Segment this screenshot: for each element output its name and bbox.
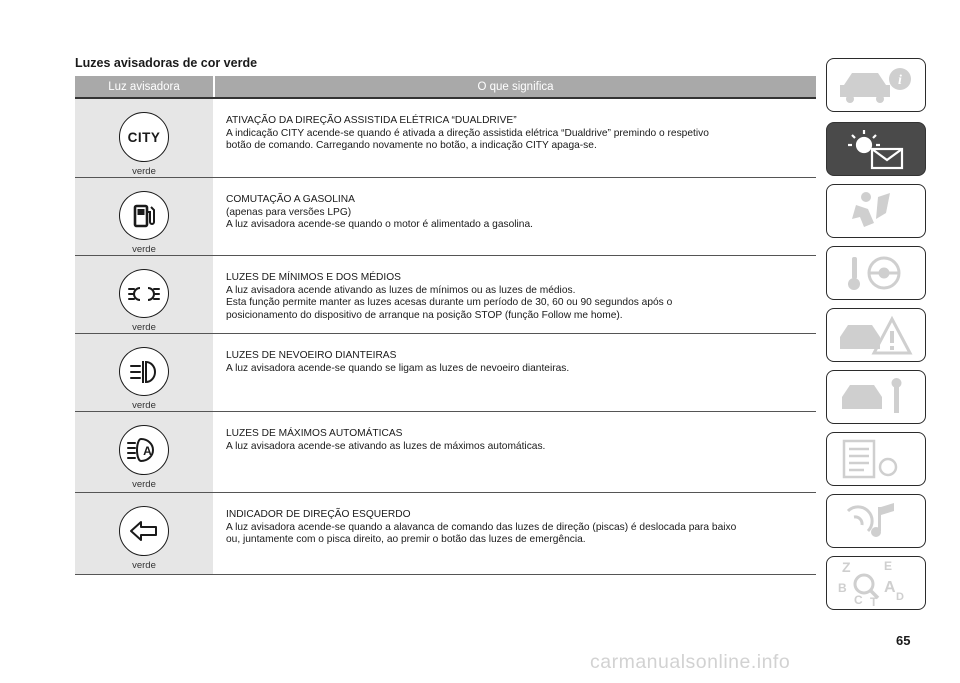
chapter-tab-technical-data[interactable] bbox=[826, 432, 926, 486]
table-header bbox=[75, 76, 816, 97]
city-icon-text: CITY bbox=[127, 129, 161, 145]
spec-list-gear-icon bbox=[834, 437, 918, 481]
description-cell bbox=[213, 493, 816, 574]
watermark: carmanualsonline.info bbox=[590, 651, 791, 673]
warning-lights-table bbox=[75, 76, 816, 575]
icon-cell bbox=[75, 256, 213, 333]
chapter-tab-safety[interactable] bbox=[826, 184, 926, 238]
description-line: A luz avisadora acende ativando as luzes de mínimos ou as luzes de médios. bbox=[226, 284, 576, 296]
left-turn-indicator-icon bbox=[119, 506, 169, 556]
position-lights-icon bbox=[119, 269, 169, 318]
table-row bbox=[75, 492, 816, 574]
auto-high-beam-letter: A bbox=[143, 444, 152, 458]
auto-high-beam-glyph bbox=[126, 435, 162, 465]
header-meaning: O que significa bbox=[213, 76, 816, 97]
index-letter: T bbox=[870, 595, 878, 608]
table-row bbox=[75, 97, 816, 177]
description-line: ou, juntamente com o pisca direito, ao premir o botão das luzes de emergência. bbox=[226, 534, 586, 546]
car-info-icon bbox=[834, 63, 918, 107]
description-line: A indicação CITY acende-se quando é ativada a direção assistida elétrica “Dualdrive” premindo o respetivo bbox=[226, 127, 709, 139]
color-label: verde bbox=[132, 400, 156, 411]
description-title: INDICADOR DE DIREÇÃO ESQUERDO bbox=[226, 509, 411, 520]
color-label: verde bbox=[132, 560, 156, 571]
svg-text:i: i bbox=[898, 73, 902, 88]
index-letter: A bbox=[884, 579, 896, 596]
color-label: verde bbox=[132, 322, 156, 333]
icon-cell bbox=[75, 178, 213, 255]
table-row bbox=[75, 333, 816, 411]
description-line: posicionamento do dispositivo de arranque na posição STOP (função Follow me home). bbox=[226, 309, 623, 321]
seat-airbag-icon bbox=[834, 189, 918, 233]
description-cell bbox=[213, 334, 816, 411]
description-line: A luz avisadora acende-se quando se ligam as luzes de nevoeiro dianteiras. bbox=[226, 362, 570, 374]
description-title: ATIVAÇÃO DA DIREÇÃO ASSISTIDA ELÉTRICA “DUALDRIVE” bbox=[226, 115, 517, 126]
table-row bbox=[75, 255, 816, 333]
city-icon bbox=[119, 112, 169, 162]
index-letter: B bbox=[838, 581, 847, 595]
car-breakdown-warning-icon bbox=[834, 313, 918, 357]
index-letter: Z bbox=[842, 559, 851, 575]
description-title: LUZES DE NEVOEIRO DIANTEIRAS bbox=[226, 350, 397, 361]
fuel-pump-icon bbox=[119, 191, 169, 240]
table-row bbox=[75, 177, 816, 255]
index-letter: C bbox=[854, 593, 863, 607]
chapter-tab-emergency[interactable] bbox=[826, 308, 926, 362]
color-label: verde bbox=[132, 479, 156, 490]
description-cell bbox=[213, 99, 816, 177]
description-line: A luz avisadora acende-se quando a alavanca de comando das luzes de direção (piscas) é deslocada para baixo bbox=[226, 521, 737, 533]
description-line: (apenas para versões LPG) bbox=[226, 206, 352, 218]
description-title: COMUTAÇÃO A GASOLINA bbox=[226, 194, 355, 205]
icon-cell bbox=[75, 412, 213, 492]
section-title: Luzes avisadoras de cor verde bbox=[75, 56, 258, 70]
description-cell bbox=[213, 256, 816, 333]
description-title: LUZES DE MÍNIMOS E DOS MÉDIOS bbox=[226, 272, 401, 283]
description-cell bbox=[213, 412, 816, 492]
icon-cell bbox=[75, 493, 213, 574]
description-cell bbox=[213, 178, 816, 255]
table-bottom-rule bbox=[75, 574, 816, 575]
position-lights-glyph bbox=[126, 279, 162, 309]
front-fog-lights-icon bbox=[119, 347, 169, 396]
front-fog-lights-glyph bbox=[127, 357, 161, 387]
description-line: botão de comando. Carregando novamente no botão, a indicação CITY apaga-se. bbox=[226, 140, 597, 152]
fuel-pump-glyph bbox=[128, 200, 160, 232]
description-line: A luz avisadora acende-se ativando as luzes de máximos automáticas. bbox=[226, 440, 546, 452]
page-number: 65 bbox=[896, 633, 911, 648]
index-letter: D bbox=[896, 591, 904, 603]
description-line: Esta função permite manter as luzes acesas durante um período de 30, 60 ou 90 segundos após o bbox=[226, 297, 673, 309]
left-turn-arrow-glyph bbox=[128, 518, 160, 544]
key-steering-wheel-icon bbox=[834, 251, 918, 295]
multimedia-music-icon bbox=[834, 499, 918, 543]
description-line: A luz avisadora acende-se quando o motor é alimentado a gasolina. bbox=[226, 219, 533, 231]
warning-light-envelope-icon bbox=[834, 127, 918, 171]
chapter-tab-warning-lights[interactable] bbox=[826, 122, 926, 176]
table-row bbox=[75, 411, 816, 492]
alphabetical-index-icon bbox=[834, 558, 918, 608]
icon-cell bbox=[75, 334, 213, 411]
header-warning-light: Luz avisadora bbox=[108, 80, 180, 93]
description-title: LUZES DE MÁXIMOS AUTOMÁTICAS bbox=[226, 428, 403, 439]
car-maintenance-wrench-icon bbox=[834, 375, 918, 419]
chapter-tab-multimedia[interactable] bbox=[826, 494, 926, 548]
chapter-tab-maintenance[interactable] bbox=[826, 370, 926, 424]
chapter-tab-car-info[interactable] bbox=[826, 58, 926, 112]
color-label: verde bbox=[132, 166, 156, 177]
chapter-tab-index[interactable] bbox=[826, 556, 926, 610]
color-label: verde bbox=[132, 244, 156, 255]
auto-high-beam-icon bbox=[119, 425, 169, 475]
icon-cell bbox=[75, 99, 213, 177]
chapter-tab-starting-driving[interactable] bbox=[826, 246, 926, 300]
index-letter: E bbox=[884, 559, 893, 573]
